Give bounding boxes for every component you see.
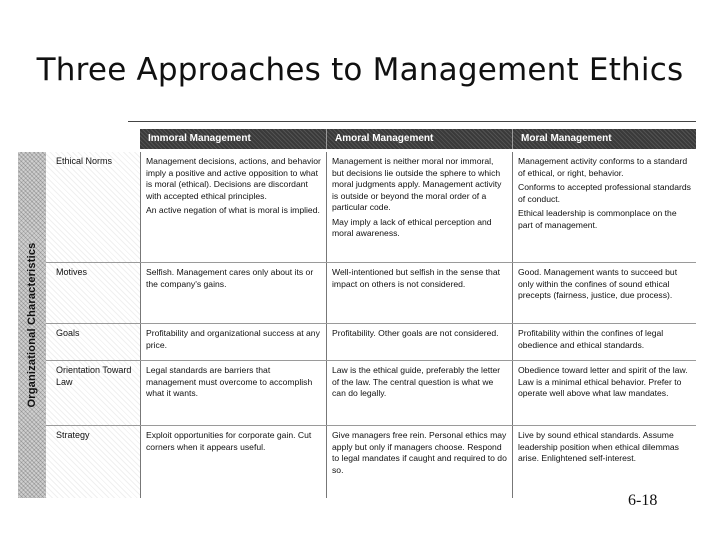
cell-text: Conforms to accepted professional standards of conduct. (518, 182, 691, 204)
side-label-text: Organizational Characteristics (26, 242, 38, 408)
top-rule (128, 121, 696, 122)
cell-moral (512, 361, 696, 425)
cell-immoral (140, 152, 326, 262)
cell-amoral (326, 361, 512, 425)
header-amoral: Amoral Management (326, 129, 512, 149)
cell-text: Profitability and organizational success at any price. (146, 328, 320, 350)
cell-text: Profitability within the confines of legal obedience and ethical standards. (518, 328, 664, 350)
cell-text: May imply a lack of ethical perception and moral awareness. (332, 216, 492, 238)
header-immoral: Immoral Management (140, 129, 326, 149)
row-label: Motives (46, 263, 140, 323)
cell-immoral (140, 361, 326, 425)
cell-text: Well-intentioned but selfish in the sense that impact on others is not considered. (332, 267, 500, 289)
cell-text: Management decisions, actions, and behavior imply a positive and active opposition to what is moral (ethical). Decisions are discordant with accepted ethical principles. (146, 156, 321, 201)
cell-moral (512, 152, 696, 262)
table-row (46, 324, 696, 361)
row-label: Goals (46, 324, 140, 360)
cell-amoral (326, 324, 512, 360)
slide-title: Three Approaches to Management Ethics (36, 52, 684, 88)
cell-amoral (326, 263, 512, 323)
side-label (18, 152, 46, 498)
cell-text: An active negation of what is moral is implied. (146, 205, 320, 215)
cell-text: Management is neither moral nor immoral, but decisions lie outside the sphere to which moral judgments apply. Management activity is outside or beyond the moral order of a particular code. (332, 156, 502, 212)
cell-text: Law is the ethical guide, preferably the letter of the law. The central question is what we can do legally. (332, 365, 501, 398)
row-label: Ethical Norms (46, 152, 140, 262)
cell-amoral (326, 426, 512, 498)
cell-text: Legal standards are barriers that management must overcome to accomplish what it wants. (146, 365, 313, 398)
table-header (140, 129, 696, 149)
page-number: 6-18 (628, 492, 658, 509)
cell-immoral (140, 426, 326, 498)
cell-immoral (140, 324, 326, 360)
cell-text: Live by sound ethical standards. Assume leadership position when ethical dilemmas arise. Enlightened self-interest. (518, 430, 679, 463)
cell-text: Exploit opportunities for corporate gain. Cut corners when it appears useful. (146, 430, 312, 452)
row-label: Strategy (46, 426, 140, 498)
cell-amoral (326, 152, 512, 262)
cell-text: Selfish. Management cares only about its or the company's gains. (146, 267, 314, 289)
cell-text: Give managers free rein. Personal ethics may apply but only if managers choose. Respond to legal mandates if caught and required to do so. (332, 430, 507, 475)
cell-moral (512, 426, 696, 498)
cell-text: Profitability. Other goals are not considered. (332, 328, 499, 338)
table-row (46, 152, 696, 263)
cell-text: Ethical leadership is commonplace on the part of management. (518, 208, 677, 230)
header-moral: Moral Management (512, 129, 696, 149)
table-row (46, 361, 696, 426)
ethics-table (46, 152, 696, 498)
cell-text: Obedience toward letter and spirit of the law. Law is a minimal ethical behavior. Prefer to operate well above what law mandates. (518, 365, 688, 398)
table-row (46, 263, 696, 324)
cell-moral (512, 263, 696, 323)
table-row (46, 426, 696, 498)
row-label: Orientation Toward Law (46, 361, 140, 425)
cell-immoral (140, 263, 326, 323)
cell-moral (512, 324, 696, 360)
cell-text: Management activity conforms to a standard of ethical, or right, behavior. (518, 156, 688, 178)
cell-text: Good. Management wants to succeed but only within the confines of sound ethical precepts (fairness, justice, due process). (518, 267, 678, 300)
